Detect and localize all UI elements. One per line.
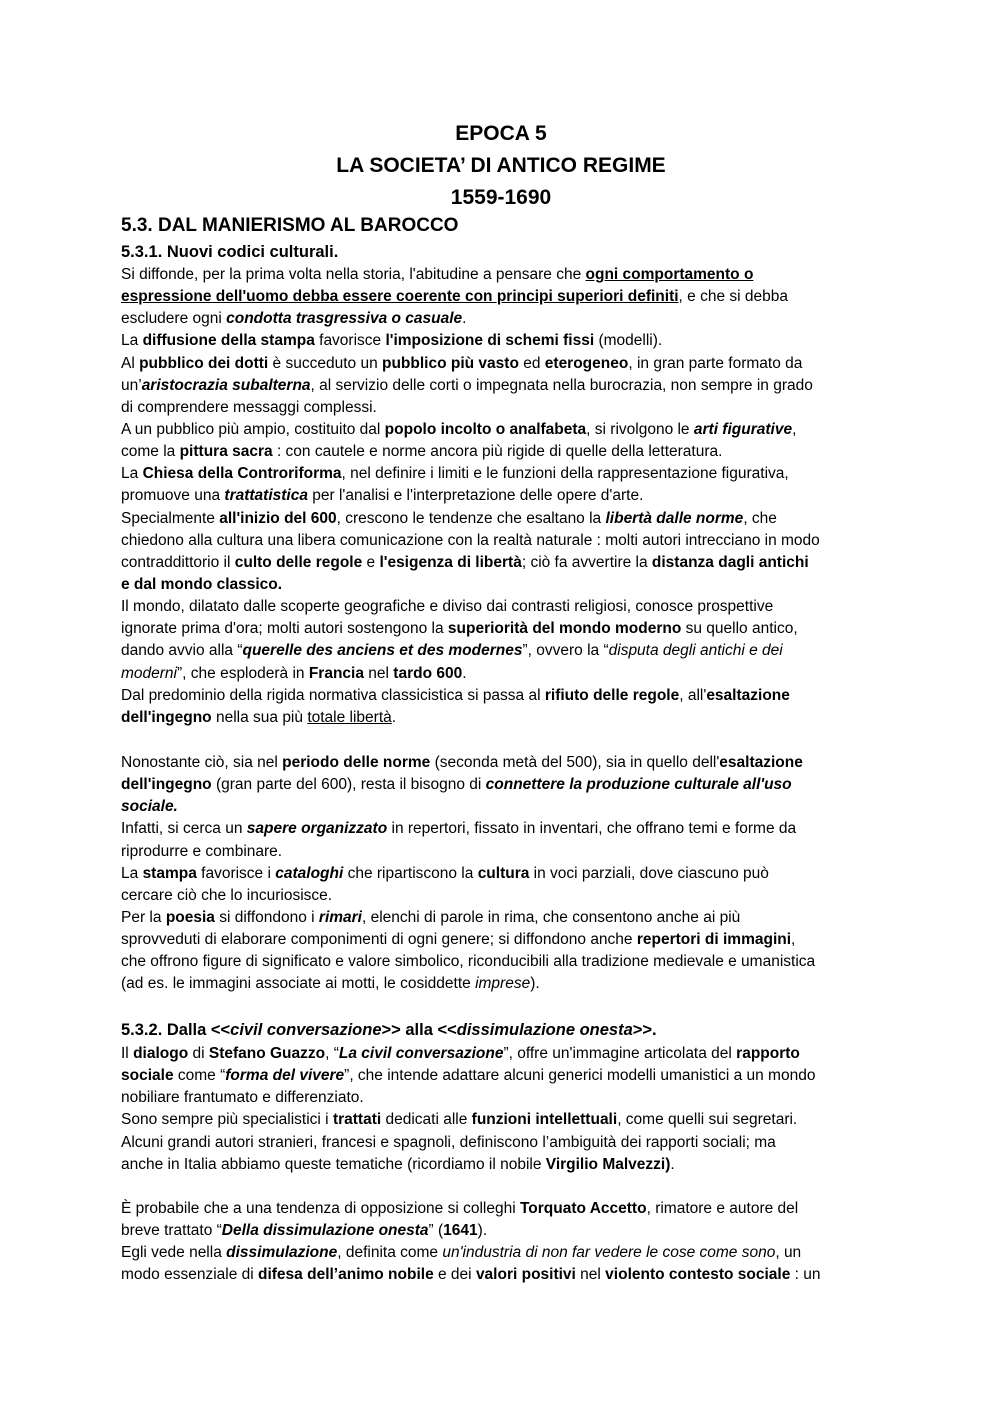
text-run: Egli vede nella [121, 1244, 227, 1262]
paragraph-block-1 [121, 264, 891, 729]
text-run: La [121, 332, 143, 350]
text-run: Al [121, 354, 140, 372]
text-line [121, 640, 891, 662]
text-run: difesa dell’animo nobile [258, 1266, 434, 1284]
text-run: di [188, 1045, 209, 1062]
text-run: totale libertà [307, 708, 392, 726]
text-run: come “ [173, 1067, 226, 1085]
text-run: dissimulazione onesta [456, 1021, 633, 1039]
text-run: ”, che intende adattare alcuni generici modelli umanistici a un mondo [344, 1067, 816, 1085]
text-line [121, 530, 891, 552]
text-run: tardo 600 [393, 664, 463, 682]
text-run: condotta trasgressiva o casuale [226, 310, 463, 328]
text-run: Alcuni grandi autori stranieri, francesi e spagnoli, definiscono l’ambiguità dei rapporti sociali; ma [121, 1133, 776, 1151]
text-run: dialogo [133, 1045, 189, 1062]
text-run: ; ciò fa avvertire la [521, 553, 652, 571]
text-run: dando avvio alla “ [121, 642, 243, 660]
text-run: ed [518, 354, 545, 372]
text-run: modo essenziale di [121, 1266, 258, 1284]
text-run: (ad es. le immagini associate ai motti, le cosiddette [121, 975, 476, 993]
document-title: LA SOCIETA’ DI ANTICO REGIME [336, 154, 666, 177]
text-run: all'inizio del 600 [219, 509, 337, 527]
text-run: violento contesto sociale [605, 1266, 791, 1284]
text-run: l'imposizione di schemi fissi [385, 332, 595, 350]
text-run: Sono sempre più specialistici i [121, 1111, 333, 1129]
text-line [121, 885, 891, 907]
text-run: ”, che esploderà in [177, 664, 309, 682]
text-run: distanza dagli antichi [651, 553, 809, 571]
text-run: esaltazione [719, 754, 803, 771]
text-line [121, 841, 891, 863]
text-run: Il mondo, dilatato dalle scoperte geografiche e diviso dai contrasti religiosi, conosce prospettive [121, 598, 774, 616]
text-run: nel [363, 664, 394, 682]
text-run: La [121, 465, 143, 483]
text-line [121, 1109, 891, 1131]
text-run: ogni comportamento o [585, 266, 754, 283]
text-line [121, 1242, 891, 1264]
text-run: Per la [121, 908, 166, 926]
text-run: : un [790, 1266, 821, 1284]
text-run: , rimatore e autore del [646, 1200, 799, 1217]
text-run: stampa [142, 864, 197, 882]
text-run: connettere la produzione culturale all'uso [485, 776, 792, 794]
text-run: ignorate prima d'ora; molti autori sostengono la [121, 620, 448, 638]
text-run: ”, offre un'immagine articolata del [503, 1045, 737, 1062]
text-run: aristocrazia subalterna [141, 376, 311, 394]
text-run: imprese [475, 975, 531, 993]
text-run: l'esigenza di libertà [379, 553, 522, 571]
text-run: cataloghi [275, 864, 344, 882]
text-line [121, 1264, 891, 1286]
text-line [121, 707, 891, 729]
text-run: disputa degli antichi e dei [608, 642, 783, 660]
text-run: come la [121, 443, 180, 461]
text-run: cercare ciò che lo incuriosisce. [121, 886, 333, 904]
text-run: arti figurative [693, 420, 793, 438]
text-run: Della dissimulazione onesta [221, 1222, 429, 1240]
text-line [121, 973, 891, 995]
text-run: : con cautele e norme ancora più rigide di quelle della letteratura. [272, 443, 723, 461]
text-run: valori positivi [475, 1266, 576, 1284]
text-run: querelle des anciens et des modernes [242, 642, 523, 660]
text-run: , al servizio delle corti o impegnata nella burocrazia, non sempre in grado [310, 376, 813, 394]
text-run: Si diffonde, per la prima volta nella storia, l'abitudine a pensare che [121, 266, 586, 283]
text-line [121, 951, 891, 973]
text-run: escludere ogni [121, 310, 227, 328]
text-run: nobiliare frantumato e differenziato. [121, 1089, 364, 1107]
text-run: Chiesa della Controriforma [142, 465, 342, 483]
epoch-heading: EPOCA 5 [455, 122, 547, 145]
text-line [121, 463, 891, 485]
text-line [121, 485, 891, 507]
text-run: repertori di immagini [636, 931, 792, 949]
text-line [121, 574, 891, 596]
text-line [121, 1198, 891, 1220]
text-run: popolo incolto o analfabeta [384, 420, 587, 438]
text-line [121, 353, 891, 375]
text-run: Specialmente [121, 509, 220, 527]
text-run: e dal mondo classico. [121, 575, 283, 593]
text-line [121, 929, 891, 951]
text-line [121, 441, 891, 463]
text-run: trattati [332, 1111, 382, 1129]
text-line [121, 863, 891, 885]
text-line [121, 796, 891, 818]
text-run: 1641 [443, 1222, 478, 1240]
text-run: . [670, 1155, 675, 1173]
text-run: poesia [165, 908, 215, 926]
text-run: breve trattato “ [121, 1222, 222, 1240]
text-run: dedicati alle [381, 1111, 472, 1129]
text-run: Dal predominio della rigida normativa classicistica si passa al [121, 686, 545, 704]
text-line [121, 397, 891, 419]
text-run: ). [530, 975, 540, 993]
text-run: forma del vivere [225, 1067, 345, 1085]
text-line [121, 1132, 891, 1154]
text-run: si diffondono i [214, 908, 319, 926]
text-run: diffusione della stampa [142, 332, 315, 350]
text-line [121, 685, 891, 707]
text-run: È probabile che a una tendenza di opposizione si colleghi [121, 1200, 520, 1217]
text-run: trattatistica [224, 487, 308, 505]
text-run: sprovveduti di elaborare componimenti di ogni genere; si diffondono anche [121, 931, 637, 949]
text-run: Stefano Guazzo [208, 1045, 326, 1062]
text-run: espressione dell'uomo debba essere coerente con principi superiori definiti [121, 288, 679, 306]
text-line [121, 818, 891, 840]
text-run: , in gran parte formato da [628, 354, 803, 372]
text-run: favorisce i [196, 864, 276, 882]
text-run: , e che si debba [678, 288, 788, 306]
text-run: periodo delle norme [282, 754, 431, 771]
text-run: La civil conversazione [338, 1045, 504, 1062]
paragraph-block-3 [121, 1043, 891, 1176]
text-run: contraddittorio il [121, 553, 235, 571]
paragraph-block-2 [121, 752, 891, 996]
years-heading: 1559-1690 [450, 186, 552, 209]
text-run: cultura [477, 864, 530, 882]
text-run: un’ [121, 376, 142, 394]
text-run: . [462, 664, 467, 682]
text-run: , “ [325, 1045, 339, 1062]
text-line [121, 308, 891, 330]
text-run: (gran parte del 600), resta il bisogno di [211, 776, 486, 794]
text-run: sociale. [121, 798, 178, 816]
text-run: dell'ingegno [121, 776, 212, 794]
text-run: per l'analisi e l'interpretazione delle opere d'arte. [307, 487, 644, 505]
text-line [121, 752, 891, 774]
text-run: >>. [632, 1021, 657, 1039]
subsection-heading-1: 5.3.1. Nuovi codici culturali. [121, 243, 339, 261]
text-run: , nel definire i limiti e le funzioni della rappresentazione figurativa, [341, 465, 789, 483]
text-run: civil conversazione [230, 1021, 382, 1039]
text-run: , crescono le tendenze che esaltano la [336, 509, 606, 527]
text-line [121, 663, 891, 685]
text-run: , definita come [337, 1244, 443, 1262]
text-run: pubblico più vasto [382, 354, 519, 372]
text-run: chiedono alla cultura una libera comunicazione con la realtà naturale : molti autori intrecciano in modo [121, 531, 820, 549]
text-run: dissimulazione [226, 1244, 338, 1262]
text-run: , [791, 931, 796, 949]
text-run: , che [743, 509, 777, 527]
paragraph-block-4 [121, 1198, 891, 1287]
text-run: , all' [679, 686, 707, 704]
text-run: in repertori, fissato in inventari, che offrano temi e forme da [387, 820, 797, 838]
text-run: nella sua più [211, 708, 308, 726]
text-run: nel [575, 1266, 606, 1284]
text-run: rimari [318, 908, 362, 926]
text-line [121, 1154, 891, 1176]
text-run: , si rivolgono le [586, 420, 694, 438]
text-line [121, 286, 891, 308]
text-line [121, 264, 891, 286]
text-run: dell'ingegno [121, 708, 212, 726]
text-line [121, 1065, 891, 1087]
text-run: (modelli). [594, 332, 663, 350]
text-run: funzioni intellettuali [471, 1111, 618, 1129]
text-run: che offrono figure di significato e valore simbolico, riconducibili alla tradizione medievale e umanistica [121, 953, 816, 971]
text-run: , un [775, 1244, 802, 1262]
text-run: e [362, 553, 380, 571]
text-line [121, 1087, 891, 1109]
text-run: moderni [121, 664, 177, 682]
section-heading: 5.3. DAL MANIERISMO AL BAROCCO [121, 215, 459, 236]
text-run: anche in Italia abbiamo queste tematiche (ricordiamo il nobile [121, 1155, 546, 1173]
text-run: ”, ovvero la “ [522, 642, 609, 660]
text-run: , come quelli sui segretari. [617, 1111, 798, 1129]
subsection-heading-2 [121, 1018, 657, 1042]
text-run: libertà dalle norme [605, 509, 744, 527]
text-run: Virgilio Malvezzi) [545, 1155, 671, 1173]
text-run: Francia [308, 664, 364, 682]
text-line [121, 1220, 891, 1242]
text-run: di comprendere messaggi complessi. [121, 398, 377, 416]
text-run: in voci parziali, dove ciascuno può [529, 864, 769, 882]
text-run: promuove una [121, 487, 225, 505]
text-line [121, 508, 891, 530]
text-run: favorisce [314, 332, 386, 350]
text-run: pubblico dei dotti [139, 354, 269, 372]
text-run: è succeduto un [268, 354, 382, 372]
text-run: su quello antico, [681, 620, 798, 638]
text-line [121, 774, 891, 796]
text-run: culto delle regole [234, 553, 363, 571]
text-run: ” ( [428, 1222, 444, 1240]
text-run: Torquato Accetto [519, 1200, 647, 1217]
text-run: Il [121, 1045, 134, 1062]
text-run: (seconda metà del 500), sia in quello dell' [430, 754, 720, 771]
text-run: 5.3.2. Dalla << [121, 1021, 231, 1039]
text-run: e dei [433, 1266, 476, 1284]
text-run: pittura sacra [179, 443, 273, 461]
text-line [121, 419, 891, 441]
text-run: . [391, 708, 397, 726]
text-run: . [462, 310, 467, 328]
text-run: sapere organizzato [246, 820, 388, 838]
text-run: >> alla << [381, 1021, 457, 1039]
text-run: sociale [121, 1067, 174, 1085]
text-run: ). [477, 1222, 488, 1240]
text-run: riprodurre e combinare. [121, 842, 283, 860]
text-run: esaltazione [706, 686, 790, 704]
text-run: rifiuto delle regole [544, 686, 680, 704]
text-run: , [792, 420, 797, 438]
text-line [121, 1043, 891, 1065]
text-run: rapporto [736, 1045, 800, 1062]
text-run: La [121, 864, 143, 882]
text-run: superiorità del mondo moderno [447, 620, 682, 638]
text-run: Infatti, si cerca un [121, 820, 247, 838]
text-line [121, 618, 891, 640]
text-run: , elenchi di parole in rima, che consentono anche ai più [362, 908, 741, 926]
text-line [121, 330, 891, 352]
text-line [121, 907, 891, 929]
text-run: che ripartiscono la [343, 864, 478, 882]
text-run: Nonostante ciò, sia nel [121, 754, 283, 771]
text-run: un'industria di non far vedere le cose come sono [442, 1244, 776, 1262]
text-line [121, 552, 891, 574]
text-run: eterogeneo [544, 354, 629, 372]
text-line [121, 375, 891, 397]
text-line [121, 596, 891, 618]
text-run: A un pubblico più ampio, costituito dal [121, 420, 385, 438]
